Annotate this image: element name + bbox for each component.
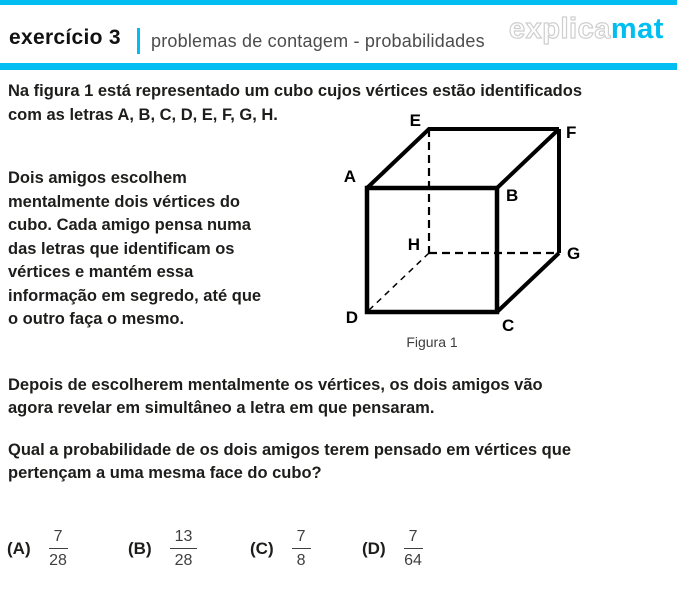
text-line: agora revelar em simultâneo a letra em que pensaram.: [8, 399, 435, 417]
fraction-denominator: 28: [49, 552, 67, 569]
text-line: informação em segredo, até que: [8, 286, 262, 305]
fraction-denominator: 28: [174, 552, 193, 569]
header-accent-bar: [0, 63, 677, 70]
option-fraction: [170, 527, 198, 571]
header-divider: [137, 28, 140, 54]
description-paragraph: [8, 167, 261, 332]
vertex-label-h: H: [407, 235, 420, 254]
text-line: pertençam a uma mesma face do cubo?: [8, 464, 322, 482]
figure-caption: Figura 1: [406, 334, 458, 350]
fraction-numerator: 7: [49, 527, 68, 549]
logo-accent-text: mat: [610, 13, 664, 45]
exercise-subtitle: problemas de contagem - probabilidades: [151, 31, 485, 51]
text-line: Dois amigos escolhem: [8, 169, 187, 187]
vertex-label-e: E: [409, 111, 421, 130]
answer-option-a: [7, 527, 68, 571]
answer-option-c: [250, 527, 311, 571]
text-line: Na figura 1 está representado um cubo cujos vértices estão identificados: [8, 82, 583, 100]
top-accent-bar: [0, 0, 677, 5]
vertex-label-g: G: [567, 244, 581, 263]
vertex-label-a: A: [343, 167, 356, 186]
logo-outline-text: explica: [509, 13, 611, 45]
option-fraction: [49, 527, 68, 571]
answer-option-b: [128, 527, 197, 571]
vertex-label-f: F: [566, 123, 577, 142]
explicamat-logo: [509, 13, 664, 46]
option-fraction: [404, 527, 423, 571]
text-line: mentalmente dois vértices do: [8, 192, 240, 211]
vertex-label-c: C: [502, 316, 515, 335]
text-line: com as letras A, B, C, D, E, F, G, H.: [8, 106, 278, 124]
question-paragraph: [8, 439, 571, 485]
vertex-label-b: B: [506, 186, 519, 205]
text-line: Depois de escolherem mentalmente os vértices, os dois amigos vão: [8, 376, 543, 394]
vertex-label-d: D: [345, 308, 358, 327]
option-label: (D): [362, 539, 386, 558]
cube-figure: [330, 100, 677, 360]
text-line: o outro faça o mesmo.: [8, 310, 185, 328]
answer-option-d: [362, 527, 423, 571]
fraction-denominator: 64: [404, 552, 422, 569]
fraction-numerator: 7: [292, 527, 311, 549]
exercise-title: exercício 3: [9, 26, 121, 49]
option-fraction: [292, 527, 311, 571]
fraction-numerator: 13: [170, 527, 198, 549]
fraction-denominator: 8: [296, 552, 306, 569]
text-line: cubo. Cada amigo pensa numa: [8, 216, 251, 234]
option-label: (C): [250, 539, 274, 558]
text-line: vértices e mantém essa: [8, 263, 194, 281]
fraction-numerator: 7: [404, 527, 423, 549]
text-line: das letras que identificam os: [8, 239, 235, 258]
text-line: Qual a probabilidade de os dois amigos terem pensado em vértices que: [8, 441, 571, 459]
option-label: (B): [128, 539, 152, 558]
reveal-paragraph: [8, 374, 543, 420]
option-label: (A): [7, 539, 31, 558]
